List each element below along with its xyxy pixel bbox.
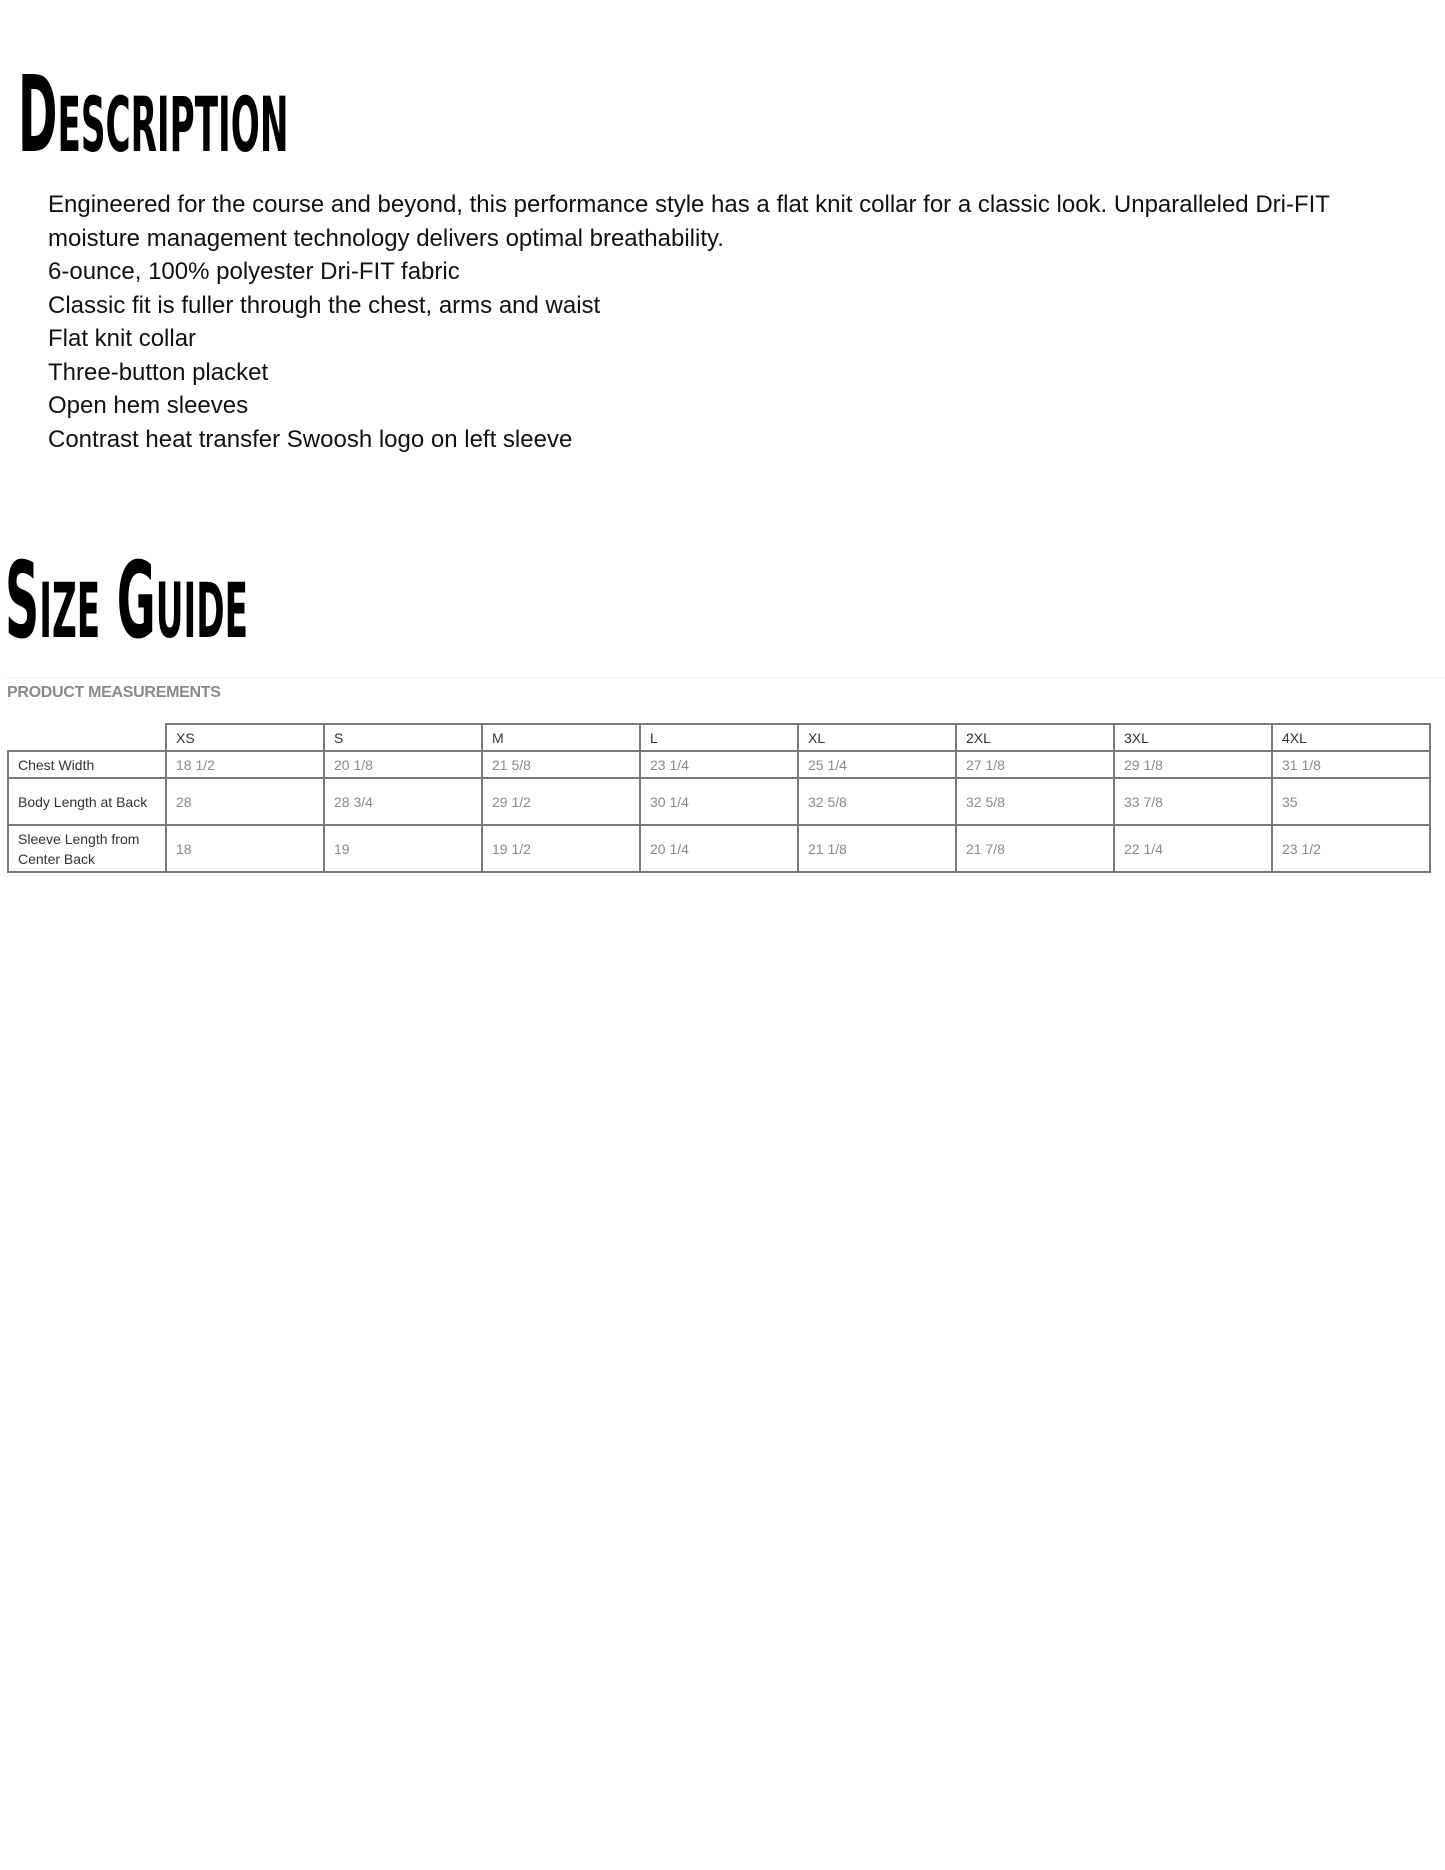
size-guide-heading-rest-1: IZE [39, 566, 101, 655]
size-guide-heading [5, 538, 248, 662]
description-paragraph: Engineered for the course and beyond, this performance style has a flat knit collar for a classic look. Unparalleled Dri-FIT moisture management technology delivers optimal breathability. [48, 191, 1330, 252]
table-cell: 32 5/8 [956, 778, 1114, 825]
table-cell: 30 1/4 [640, 778, 798, 825]
feature-collar: Flat knit collar [48, 325, 197, 352]
description-heading [18, 52, 289, 176]
size-guide-heading-initial-1: S [5, 538, 40, 662]
table-cell: 28 [166, 778, 324, 825]
description-heading-initial: D [18, 52, 58, 176]
table-cell: 28 3/4 [324, 778, 482, 825]
section-divider [5, 677, 1445, 678]
product-measurements-label: PRODUCT MEASUREMENTS [7, 684, 221, 701]
table-cell: 32 5/8 [798, 778, 956, 825]
table-cell: 23 1/2 [1272, 825, 1430, 872]
size-header-row [8, 724, 1430, 751]
size-header: XS [166, 724, 324, 751]
table-row [8, 825, 1430, 872]
table-cell: 20 1/4 [640, 825, 798, 872]
row-label: Sleeve Length from Center Back [8, 825, 166, 872]
size-header: M [482, 724, 640, 751]
table-corner [8, 724, 166, 751]
description-heading-rest: ESCRIPTION [57, 80, 289, 169]
size-guide-heading-initial-2: G [116, 538, 156, 662]
table-cell: 20 1/8 [324, 751, 482, 778]
size-header: S [324, 724, 482, 751]
feature-fabric: 6-ounce, 100% polyester Dri-FIT fabric [48, 258, 460, 285]
table-cell: 21 1/8 [798, 825, 956, 872]
table-cell: 22 1/4 [1114, 825, 1272, 872]
table-cell: 29 1/2 [482, 778, 640, 825]
row-label: Chest Width [8, 751, 166, 778]
size-header: 2XL [956, 724, 1114, 751]
table-cell: 19 [324, 825, 482, 872]
feature-placket: Three-button placket [48, 358, 269, 386]
table-cell: 21 7/8 [956, 825, 1114, 872]
size-table [7, 723, 1431, 873]
table-cell: 31 1/8 [1272, 751, 1430, 778]
table-cell: 23 1/4 [640, 751, 798, 778]
size-header: 4XL [1272, 724, 1430, 751]
table-cell: 33 7/8 [1114, 778, 1272, 825]
description-body [48, 188, 1368, 456]
table-cell: 18 [166, 825, 324, 872]
table-cell: 35 [1272, 778, 1430, 825]
table-cell: 18 1/2 [166, 751, 324, 778]
table-cell: 21 5/8 [482, 751, 640, 778]
feature-sleeves: Open hem sleeves [48, 392, 249, 419]
size-header: 3XL [1114, 724, 1272, 751]
table-cell: 27 1/8 [956, 751, 1114, 778]
table-cell: 29 1/8 [1114, 751, 1272, 778]
table-row [8, 751, 1430, 778]
table-cell: 19 1/2 [482, 825, 640, 872]
size-header: L [640, 724, 798, 751]
size-guide-heading-rest-2: UIDE [155, 566, 248, 655]
feature-fit: Classic fit is fuller through the chest, arms and waist [48, 291, 601, 319]
size-header: XL [798, 724, 956, 751]
feature-logo: Contrast heat transfer Swoosh logo on left sleeve [48, 425, 573, 453]
table-cell: 25 1/4 [798, 751, 956, 778]
table-row [8, 778, 1430, 825]
row-label: Body Length at Back [8, 778, 166, 825]
